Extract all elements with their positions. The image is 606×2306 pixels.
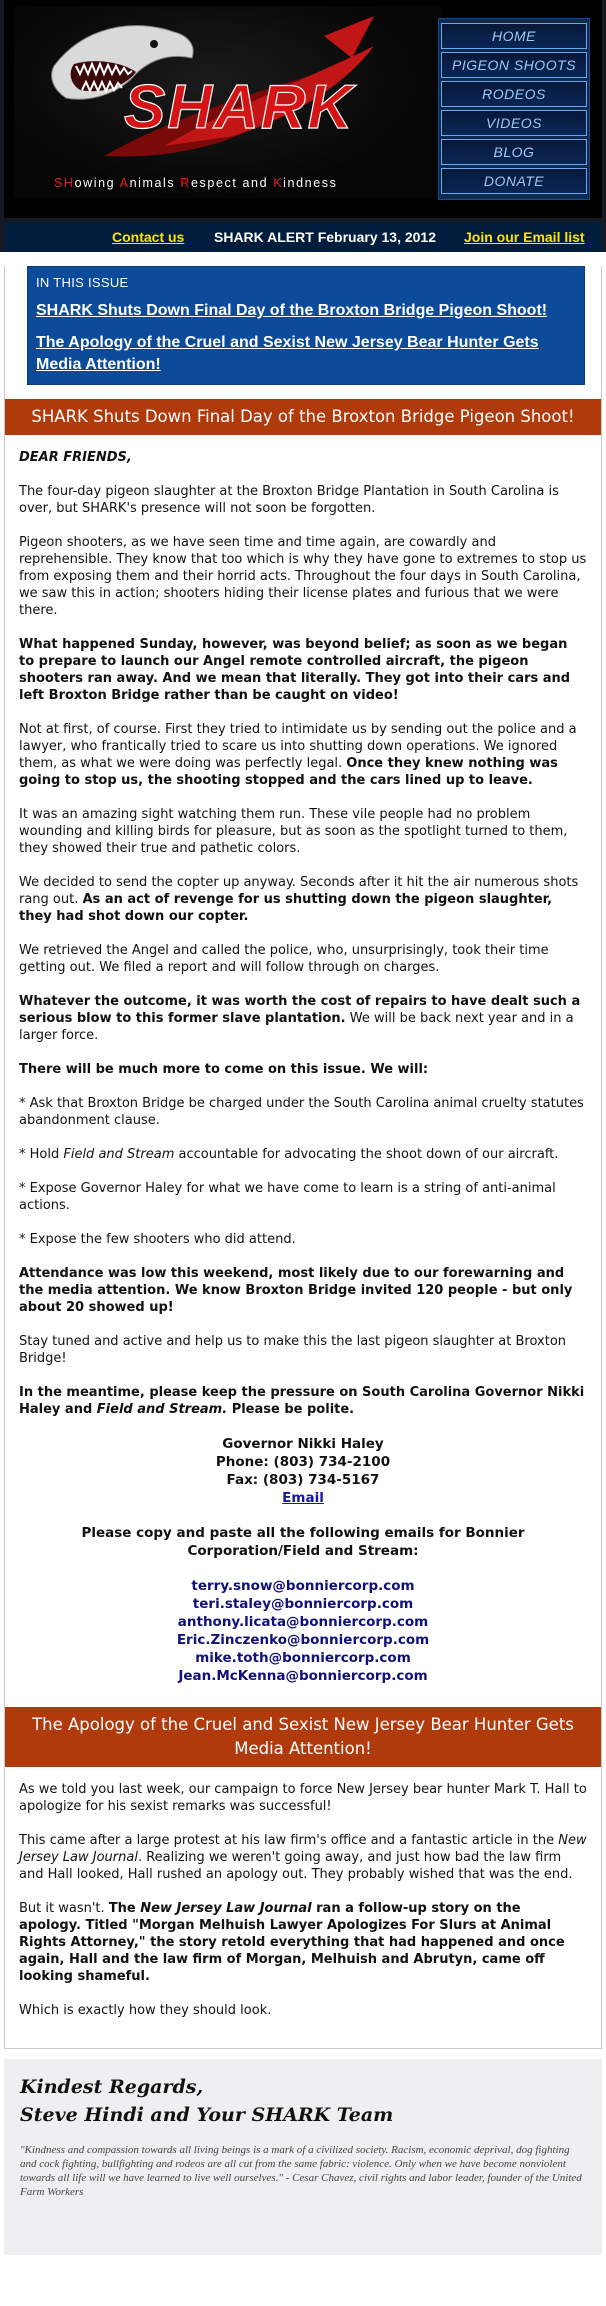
- article2-body: [5, 1767, 601, 2019]
- paragraph: As we told you last week, our campaign to force New Jersey bear hunter Mark T. Hall to apologize for his sexist remarks was successful!: [19, 1782, 587, 1814]
- paragraph: Attendance was low this weekend, most likely due to our forewarning and the media attention. We know Broxton Bridge invited 120 people - but only about 20 showed up!: [19, 1266, 573, 1315]
- nav-pigeon-shoots[interactable]: PIGEON SHOOTS: [441, 52, 587, 78]
- paragraph: But it wasn't. The New Jersey Law Journal ran a follow-up story on the apology. Titled "Morgan Melhuish Lawyer Apologizes For Slurs at Animal Rights Attorney," the story retold everything that had happened and once again, Hall and the law firm of Morgan, Melhuish and Abrutyn, came off looking shameful.: [19, 1901, 565, 1984]
- nav-donate[interactable]: DONATE: [441, 168, 587, 194]
- paragraph: We retrieved the Angel and called the police, who, unsurprisingly, took their time getting out. We filed a report and will follow through on charges.: [19, 943, 549, 975]
- paragraph: In the meantime, please keep the pressure on South Carolina Governor Nikki Haley and Field and Stream. Please be polite.: [19, 1385, 585, 1417]
- footer: [4, 2059, 602, 2255]
- email-address: teri.staley@bonniercorp.com: [192, 1596, 414, 1612]
- email-address: mike.toth@bonniercorp.com: [195, 1650, 411, 1666]
- nav-home[interactable]: HOME: [441, 23, 587, 49]
- paragraph: Which is exactly how they should look.: [19, 2003, 272, 2018]
- email-address: terry.snow@bonniercorp.com: [191, 1578, 415, 1594]
- tagline: SHowing Animals Respect and Kindness: [54, 176, 338, 190]
- emails-intro: Please copy and paste all the following emails for Bonnier Corporation/Field and Stream:: [81, 1525, 525, 1559]
- governor-email-link[interactable]: Email: [282, 1490, 324, 1506]
- bullet-item: * Expose Governor Haley for what we have come to learn is a string of anti-animal actions.: [19, 1181, 556, 1213]
- paragraph: Stay tuned and active and help us to make this the last pigeon slaughter at Broxton Bridge!: [19, 1334, 567, 1366]
- nav-blog[interactable]: BLOG: [441, 139, 587, 165]
- governor-name: Governor Nikki Haley: [222, 1436, 384, 1452]
- article1-banner: SHARK Shuts Down Final Day of the Broxton Bridge Pigeon Shoot!: [5, 399, 601, 435]
- contact-us-link[interactable]: Contact us: [112, 229, 185, 245]
- nav-rodeos[interactable]: RODEOS: [441, 81, 587, 107]
- in-this-issue-box: [27, 266, 585, 385]
- main-nav: [438, 18, 590, 200]
- issue-link-pigeon-shoot[interactable]: SHARK Shuts Down Final Day of the Broxton Bridge Pigeon Shoot!: [36, 302, 548, 319]
- article1-body: [5, 435, 601, 1685]
- bullet-item: * Expose the few shooters who did attend.: [19, 1232, 296, 1247]
- cesar-chavez-quote: "Kindness and compassion towards all living beings is a mark of a civilized society. Racism, economic deprival, dog fighting and cock fighting, bullfighting and rodeos are all cut from the same fabric: violence. Only when we have become nonviolent towards all life will we have learned to live well ourselves." - Cesar Chavez, civil rights and labor leader, founder of the United Farm Workers: [20, 2144, 582, 2198]
- paragraph: It was an amazing sight watching them run. These vile people had no problem wounding and killing birds for pleasure, but as soon as the spotlight turned to them, they showed their true and pathetic colors.: [19, 807, 568, 856]
- regards-line: Kindest Regards,: [20, 2076, 204, 2098]
- bullet-item: * Ask that Broxton Bridge be charged under the South Carolina animal cruelty statutes abandonment clause.: [19, 1096, 584, 1128]
- governor-phone: Phone: (803) 734-2100: [215, 1454, 391, 1470]
- alert-strip: [0, 222, 606, 252]
- signature: Steve Hindi and Your SHARK Team: [20, 2104, 394, 2126]
- governor-contact: [19, 1435, 587, 1507]
- email-address: Eric.Zinczenko@bonniercorp.com: [176, 1632, 430, 1648]
- shark-logo-graphic: [14, 6, 442, 176]
- paragraph: Pigeon shooters, as we have seen time and time again, are cowardly and reprehensible. They know that too which is why they have gone to extremes to stop us from exposing them and their horrid acts. Throughout the four days in South Carolina, we saw this in action; shooters hiding their license plates and furious that we were there.: [19, 535, 587, 618]
- article2-banner: The Apology of the Cruel and Sexist New Jersey Bear Hunter Gets Media Attention!: [5, 1707, 601, 1767]
- issue-link-bear-hunter[interactable]: The Apology of the Cruel and Sexist New Jersey Bear Hunter Gets Media Attention!: [36, 334, 539, 373]
- logo-wordmark: SHARK: [124, 73, 355, 142]
- paragraph: What happened Sunday, however, was beyond belief; as soon as we began to prepare to launch our Angel remote controlled aircraft, the pigeon shooters ran away. And we mean that literally. They got into their cars and left Broxton Bridge rather than be caught on video!: [19, 637, 571, 703]
- governor-fax: Fax: (803) 734-5167: [226, 1472, 380, 1488]
- shark-logo[interactable]: [14, 6, 442, 198]
- greeting: DEAR FRIENDS,: [19, 450, 132, 465]
- bullet-item: * Hold Field and Stream accountable for advocating the shoot down of our aircraft.: [19, 1147, 559, 1162]
- newsletter-body: [4, 266, 602, 2049]
- email-list: [19, 1577, 587, 1685]
- paragraph: We decided to send the copter up anyway. Seconds after it hit the air numerous shots rang out. As an act of revenge for us shutting down the pigeon slaughter, they had shot down our copter.: [19, 875, 579, 924]
- header: [0, 0, 606, 218]
- paragraph: There will be much more to come on this issue. We will:: [19, 1062, 429, 1077]
- paragraph: Whatever the outcome, it was worth the cost of repairs to have dealt such a serious blow to this former slave plantation. We will be back next year and in a larger force.: [19, 994, 581, 1043]
- paragraph: The four-day pigeon slaughter at the Broxton Bridge Plantation in South Carolina is over, but SHARK's presence will not soon be forgotten.: [19, 484, 559, 516]
- email-address: Jean.McKenna@bonniercorp.com: [178, 1668, 428, 1684]
- nav-videos[interactable]: VIDEOS: [441, 110, 587, 136]
- issue-box-title: IN THIS ISSUE: [36, 275, 129, 290]
- paragraph: This came after a large protest at his law firm's office and a fantastic article in the New Jersey Law Journal. Realizing we weren't going away, and just how bad the law firm and Hall looked, Hall rushed an apology out. They probably wished that was the end.: [19, 1833, 587, 1882]
- join-email-list-link[interactable]: Join our Email list: [464, 229, 585, 245]
- email-address: anthony.licata@bonniercorp.com: [177, 1614, 429, 1630]
- paragraph: Not at first, of course. First they tried to intimidate us by sending out the police and a lawyer, who frantically tried to scare us into shutting down operations. We ignored them, as what we were doing was perfectly legal. Once they knew nothing was going to stop us, the shooting stopped and the cars lined up to leave.: [19, 722, 577, 788]
- alert-date: SHARK ALERT February 13, 2012: [214, 229, 436, 245]
